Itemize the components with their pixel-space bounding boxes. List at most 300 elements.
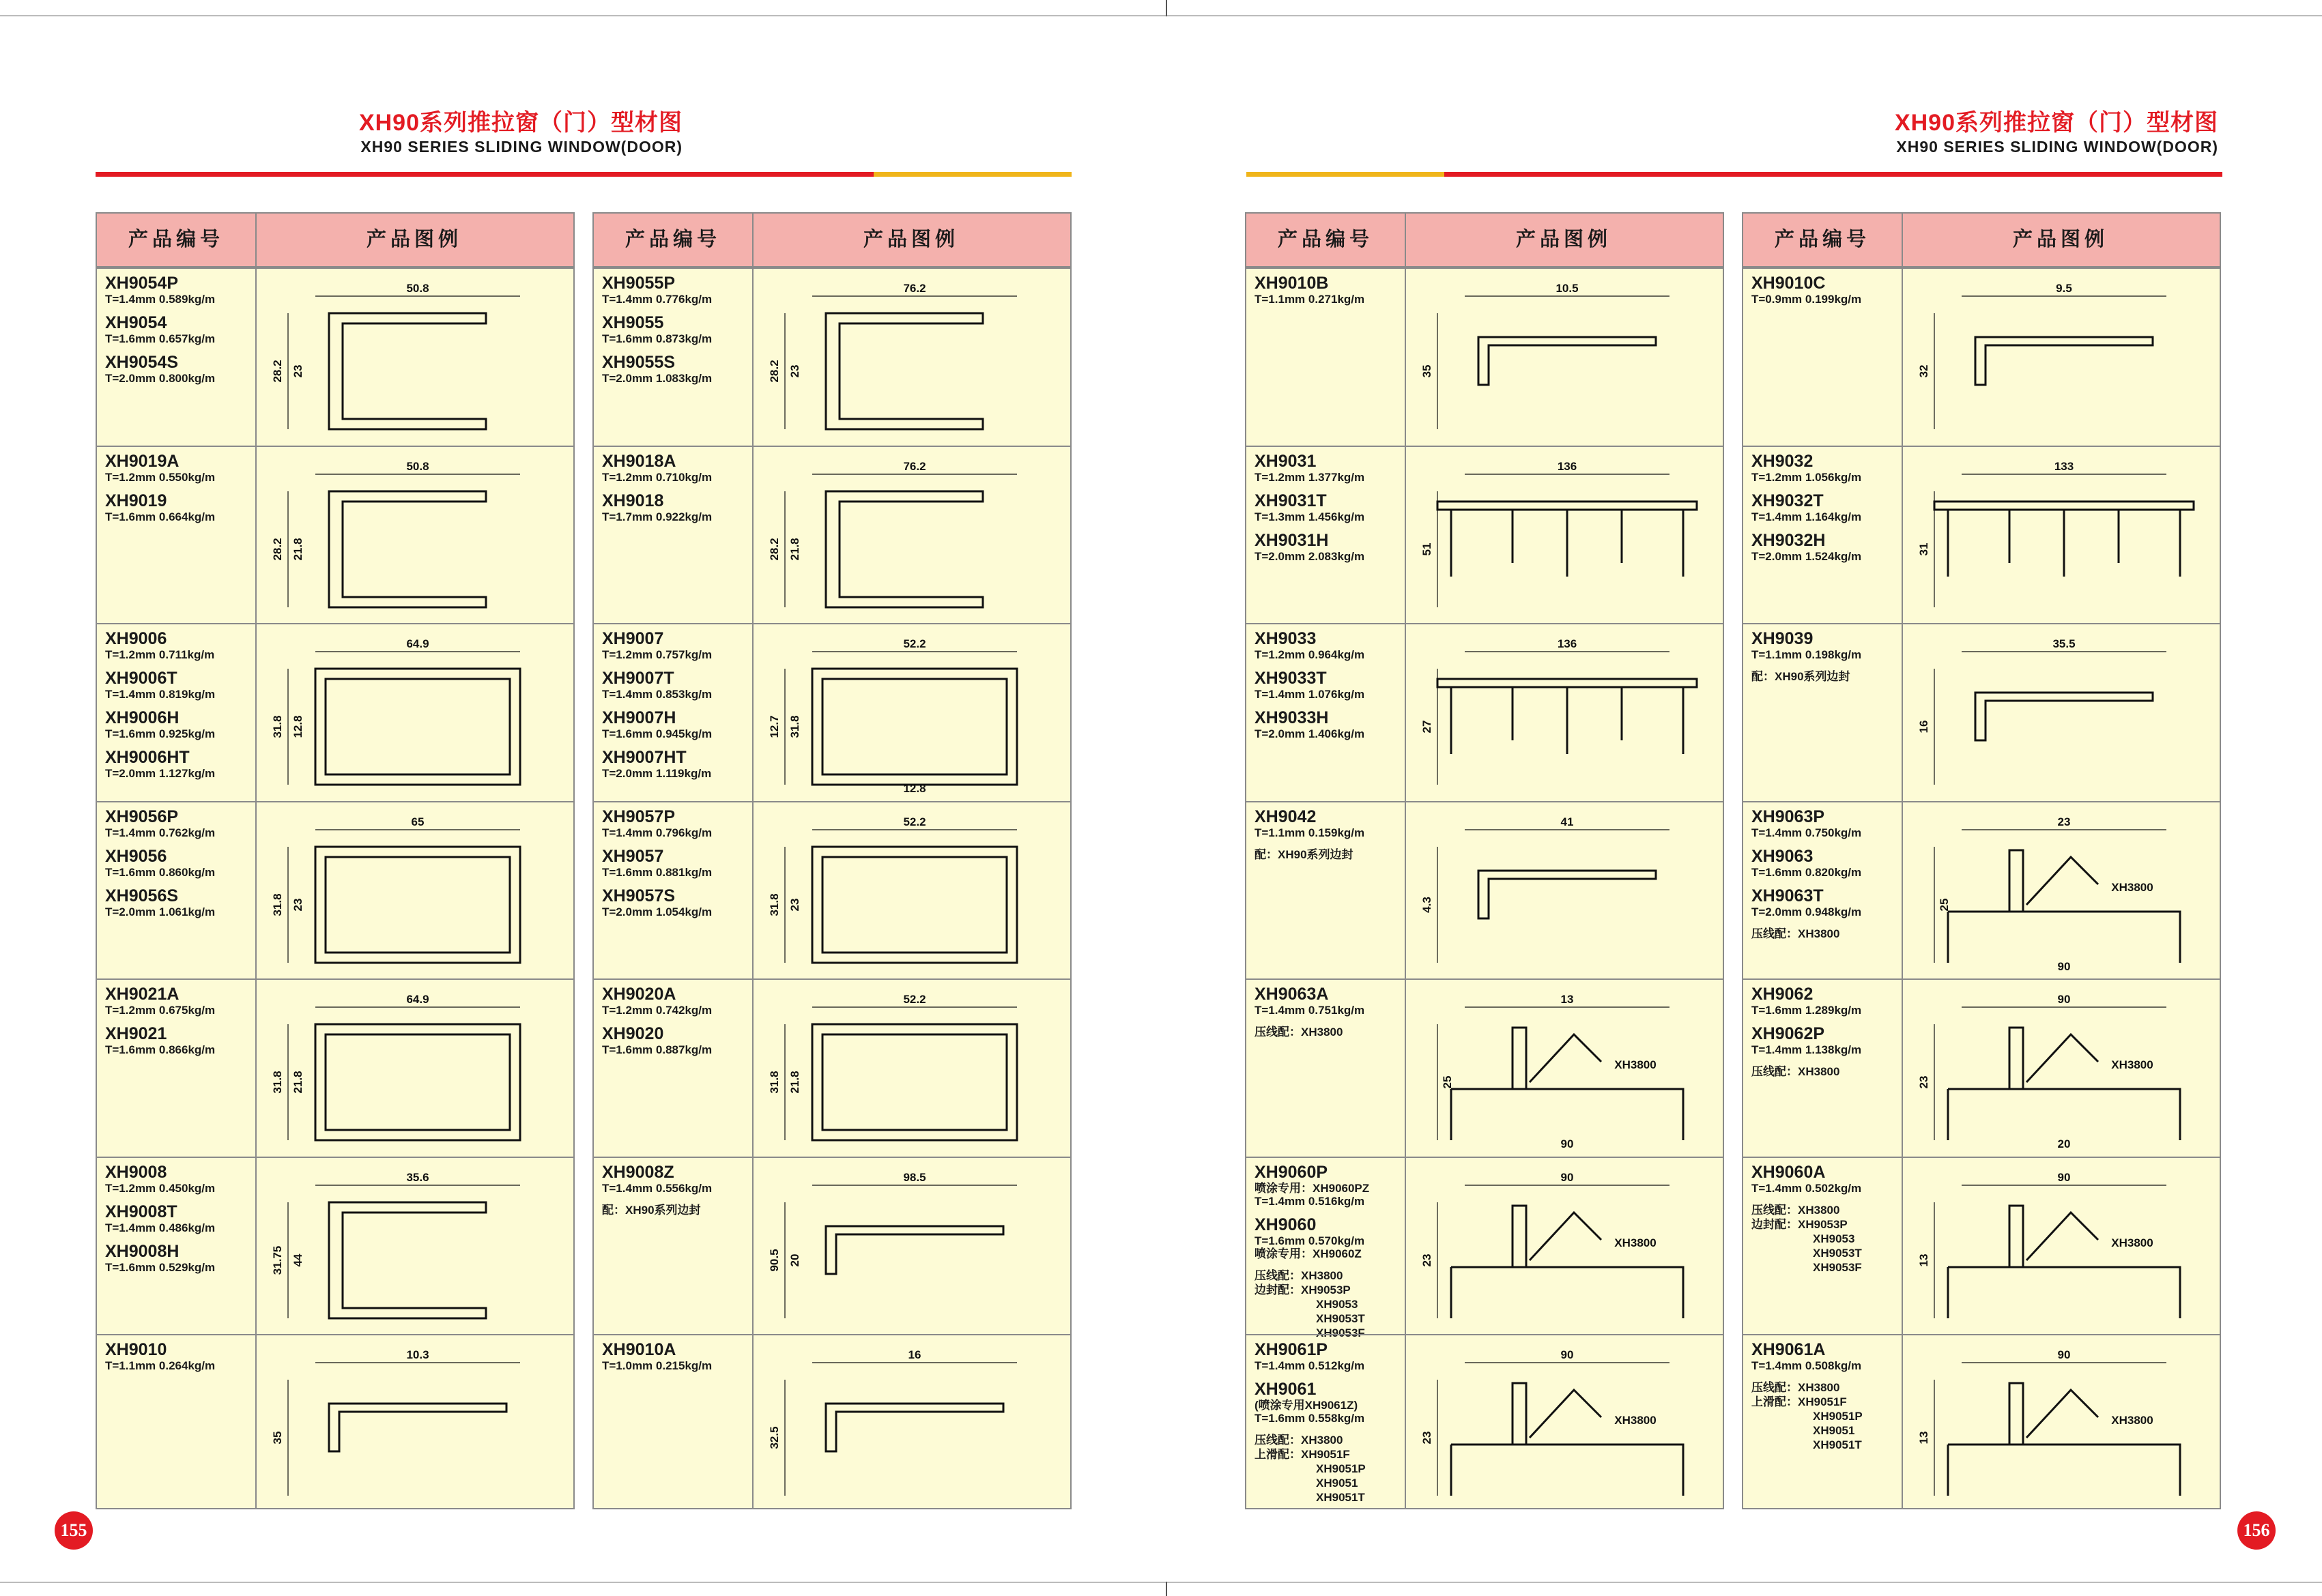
dimension-label: 64.9	[406, 637, 429, 650]
dimension-label: 35	[271, 1431, 284, 1445]
product-info	[1751, 274, 1900, 314]
table-row	[97, 978, 573, 1156]
product-code: XH9018	[602, 491, 664, 510]
product-info	[105, 808, 254, 927]
product-info	[1255, 1163, 1403, 1340]
dimension-label: 23	[291, 898, 304, 911]
product-item	[105, 1243, 254, 1274]
accessory-note: XH9051P	[1813, 1410, 1863, 1423]
page-header-left	[68, 109, 683, 157]
profile-drawing	[1410, 631, 1717, 795]
product-code: XH9033T	[1255, 669, 1327, 688]
product-code: XH9063	[1751, 846, 1814, 866]
product-spec: T=1.4mm 0.796kg/m	[602, 826, 713, 839]
profile-outline	[1451, 1383, 1683, 1496]
product-spec: (喷涂专用XH9061Z)	[1255, 1399, 1358, 1412]
product-code: XH9063P	[1751, 807, 1825, 826]
profile-drawing	[1410, 1165, 1717, 1329]
dimension-label: 133	[2054, 459, 2074, 473]
product-spec: T=2.0mm 1.054kg/m	[602, 905, 713, 918]
product-item	[1751, 808, 1900, 839]
product-table	[592, 212, 1072, 1509]
product-code: XH9007	[602, 629, 664, 648]
profile-outline	[1478, 871, 1656, 918]
product-spec: T=1.6mm 0.860kg/m	[105, 865, 216, 879]
dimension-label: 13	[1917, 1253, 1930, 1266]
product-info	[1255, 452, 1403, 571]
profile-outline	[1948, 1383, 2180, 1496]
product-spec: T=1.4mm 1.138kg/m	[1751, 1043, 1862, 1056]
product-item	[602, 1025, 751, 1056]
profile-drawing	[1410, 276, 1717, 439]
dimension-label: 50.8	[406, 282, 429, 295]
table-row	[1246, 623, 1723, 800]
dimension-label: 13	[1560, 993, 1574, 1006]
dimension-label: 90	[2057, 959, 2071, 973]
dimension-label: 32.5	[768, 1426, 781, 1449]
dimension-label: 28.2	[768, 360, 781, 383]
page-number-right: 156	[2237, 1511, 2276, 1550]
product-spec: 喷涂专用：XH9060Z	[1255, 1247, 1362, 1260]
product-info	[1255, 1341, 1403, 1505]
dimension-label: 90	[1560, 1170, 1574, 1184]
product-code: XH9020A	[602, 985, 676, 1004]
glazing-bead-label: XH3800	[2111, 1058, 2153, 1071]
accessory-note: XH9051	[1813, 1424, 1855, 1437]
product-code: XH9032	[1751, 451, 1814, 471]
dimension-label: 35	[1420, 364, 1433, 378]
product-spec: T=2.0mm 1.061kg/m	[105, 905, 216, 918]
product-item	[105, 1341, 254, 1372]
product-code: XH9061P	[1255, 1340, 1328, 1359]
product-item	[602, 274, 751, 306]
accessory-note: XH9053F	[1316, 1326, 1365, 1339]
page-title-cn: XH90系列推拉窗（门）型材图	[358, 110, 683, 136]
product-info	[602, 630, 751, 788]
product-item	[105, 847, 254, 879]
accessory-note: 压线配：XH3800	[1751, 927, 1840, 940]
product-info	[1751, 630, 1900, 684]
product-item	[1255, 1216, 1403, 1260]
table-row	[1743, 1157, 2220, 1334]
dimension-label: 16	[1917, 720, 1930, 734]
product-code: XH9033	[1255, 629, 1317, 648]
product-spec: T=1.2mm 1.377kg/m	[1255, 470, 1365, 484]
header-rule-left	[96, 172, 1072, 177]
dimension-label: 31.8	[768, 1071, 781, 1094]
profile-drawing	[261, 454, 568, 618]
profile-drawing	[261, 1342, 568, 1506]
product-spec: T=1.4mm 1.076kg/m	[1255, 688, 1365, 701]
profile-outline	[1948, 850, 2180, 963]
product-code: XH9007T	[602, 669, 674, 688]
product-item	[105, 709, 254, 740]
product-spec: T=2.0mm 0.800kg/m	[105, 372, 216, 385]
dimension-label: 90	[1560, 1348, 1574, 1361]
product-spec: T=1.4mm 0.853kg/m	[602, 688, 713, 701]
product-code: XH9031T	[1255, 491, 1327, 510]
product-code: XH9007H	[602, 708, 676, 727]
table-row	[1246, 978, 1723, 1156]
dimension-label: 23	[788, 364, 801, 378]
glazing-bead-label: XH3800	[1614, 1236, 1657, 1249]
accessory-note: 压线配：XH3800	[1255, 1434, 1343, 1447]
rule-gold	[874, 172, 1072, 177]
product-info	[602, 1341, 751, 1380]
dimension-label: 21.8	[291, 537, 304, 561]
product-item	[1255, 492, 1403, 523]
dimension-label: 31.8	[788, 715, 801, 738]
dimension-label: 76.2	[903, 459, 926, 473]
product-item	[1751, 630, 1900, 661]
product-spec: T=1.2mm 0.450kg/m	[105, 1181, 216, 1195]
product-code: XH9006	[105, 629, 167, 648]
profile-drawing	[1410, 809, 1717, 973]
table-row	[594, 1334, 1070, 1511]
crop-line-top	[0, 15, 2322, 16]
table-row	[1246, 801, 1723, 978]
product-spec: T=1.6mm 0.866kg/m	[105, 1043, 216, 1056]
profile-outline	[1478, 337, 1656, 385]
product-code: XH9063A	[1255, 985, 1329, 1004]
product-code: XH9008H	[105, 1241, 180, 1261]
product-spec: T=0.9mm 0.199kg/m	[1751, 293, 1862, 306]
table-row	[1743, 623, 2220, 800]
product-code: XH9062P	[1751, 1024, 1825, 1043]
product-info	[602, 274, 751, 393]
dimension-label: 27	[1420, 720, 1433, 734]
product-item	[602, 353, 751, 385]
dimension-label: 9.5	[2056, 282, 2072, 295]
dimension-label: 10.5	[1556, 282, 1579, 295]
dimension-label: 12.7	[768, 715, 781, 738]
product-info	[105, 452, 254, 532]
product-item	[1255, 669, 1403, 701]
profile-drawing	[1907, 809, 2214, 973]
product-item	[1255, 1380, 1403, 1425]
product-code: XH9010C	[1751, 274, 1826, 293]
product-code: XH9020	[602, 1024, 664, 1043]
product-code: XH9010A	[602, 1340, 676, 1359]
product-table	[1245, 212, 1724, 1509]
header-rule-right	[1246, 172, 2222, 177]
product-spec: T=1.4mm 0.819kg/m	[105, 688, 216, 701]
dimension-label: 90	[1560, 1137, 1574, 1150]
product-info	[1255, 985, 1403, 1039]
product-table	[96, 212, 575, 1509]
product-spec: T=1.6mm 0.820kg/m	[1751, 865, 1862, 879]
page-number-left: 155	[55, 1511, 93, 1550]
column-header-diagram: 产品图例	[1515, 229, 1611, 250]
product-spec: T=1.4mm 0.750kg/m	[1751, 826, 1862, 839]
dimension-label: 20	[2057, 1137, 2071, 1150]
profile-outline	[1948, 1206, 2180, 1318]
profile-outline	[1934, 502, 2194, 577]
page-title-cn: XH90系列推拉窗（门）型材图	[1894, 110, 2218, 136]
product-spec: T=1.0mm 0.215kg/m	[602, 1359, 713, 1372]
product-code: XH9062	[1751, 985, 1814, 1004]
table-row	[97, 623, 573, 800]
accessory-note: XH9053F	[1813, 1260, 1862, 1274]
product-spec: T=1.4mm 0.589kg/m	[105, 293, 216, 306]
product-info	[602, 1163, 751, 1217]
product-code: XH9008T	[105, 1202, 177, 1221]
product-code: XH9010B	[1255, 274, 1329, 293]
accessory-note: 配：XH90系列边封	[1751, 670, 1850, 683]
product-spec: T=1.1mm 0.159kg/m	[1255, 826, 1365, 839]
profile-outline	[826, 313, 983, 429]
product-spec: T=1.4mm 0.751kg/m	[1255, 1004, 1365, 1017]
table-row	[594, 267, 1070, 445]
product-item	[105, 1203, 254, 1234]
rule-gold	[1246, 172, 1444, 177]
product-code: XH9056P	[105, 807, 179, 826]
product-item	[602, 492, 751, 523]
table-row	[594, 801, 1070, 978]
crop-line-bottom	[0, 1582, 2322, 1583]
table-row	[97, 446, 573, 623]
table-row	[1246, 1334, 1723, 1511]
product-spec: T=1.6mm 0.881kg/m	[602, 865, 713, 879]
profile-outline	[329, 1202, 486, 1318]
profile-outline	[329, 491, 486, 607]
dimension-label: 90	[2057, 1348, 2071, 1361]
product-code: XH9061A	[1751, 1340, 1826, 1359]
product-spec: T=1.2mm 0.964kg/m	[1255, 648, 1365, 661]
table-row	[97, 1334, 573, 1511]
product-info	[602, 985, 751, 1064]
profile-drawing	[261, 987, 568, 1150]
dimension-label: 90	[2057, 993, 2071, 1006]
product-spec: T=1.4mm 0.502kg/m	[1751, 1181, 1862, 1195]
glazing-bead-label: XH3800	[2111, 880, 2153, 894]
column-header-code: 产品编号	[128, 229, 224, 250]
dimension-label: 76.2	[903, 282, 926, 295]
product-item	[1751, 887, 1900, 918]
glazing-bead-label: XH3800	[2111, 1236, 2153, 1249]
product-spec: T=1.6mm 0.558kg/m	[1255, 1412, 1365, 1425]
product-item	[602, 985, 751, 1017]
product-code: XH9021A	[105, 985, 180, 1004]
product-info	[602, 452, 751, 532]
dimension-label: 28.2	[271, 537, 284, 561]
dimension-label: 65	[411, 815, 425, 828]
profile-outline	[1437, 679, 1697, 754]
product-item	[105, 749, 254, 780]
accessory-note: XH9053	[1813, 1232, 1855, 1245]
dimension-label: 90.5	[768, 1248, 781, 1272]
dimension-label: 21.8	[788, 1071, 801, 1094]
product-code: XH9008	[105, 1162, 167, 1182]
product-table	[1742, 212, 2221, 1509]
profile-outline	[812, 669, 1017, 785]
product-item	[1255, 274, 1403, 306]
product-item	[1255, 1341, 1403, 1372]
table-row	[97, 1157, 573, 1334]
product-spec: T=1.6mm 0.873kg/m	[602, 332, 713, 345]
product-code: XH9019A	[105, 451, 180, 471]
product-info	[105, 1341, 254, 1380]
profile-outline	[826, 1404, 1003, 1451]
product-code: XH9010	[105, 1340, 167, 1359]
rule-red	[1444, 172, 2222, 177]
dimension-label: 21.8	[788, 537, 801, 561]
product-code: XH9057P	[602, 807, 676, 826]
accessory-note: XH9053T	[1813, 1246, 1862, 1260]
dimension-label: 31	[1917, 542, 1930, 555]
dimension-label: 25	[1938, 898, 1951, 911]
profile-outline	[812, 847, 1017, 963]
product-spec: T=1.4mm 1.164kg/m	[1751, 510, 1862, 523]
dimension-label: 23	[1917, 1075, 1930, 1089]
product-code: XH9055P	[602, 274, 676, 293]
product-item	[602, 1163, 751, 1195]
accessory-note: 边封配：XH9053P	[1255, 1283, 1351, 1296]
page-title-en: XH90 SERIES SLIDING WINDOW(DOOR)	[1896, 138, 2218, 156]
dimension-label: 31.8	[271, 715, 284, 738]
rule-red	[96, 172, 874, 177]
product-spec: T=1.4mm 0.508kg/m	[1751, 1359, 1862, 1372]
dimension-label: 4.3	[1420, 896, 1433, 913]
dimension-label: 50.8	[406, 459, 429, 473]
product-item	[1255, 709, 1403, 740]
accessory-note: XH9051	[1316, 1477, 1358, 1490]
product-item	[602, 630, 751, 661]
profile-drawing	[261, 809, 568, 973]
product-info	[1255, 274, 1403, 314]
product-item	[105, 353, 254, 385]
product-item	[1255, 1163, 1403, 1208]
profile-drawing	[758, 631, 1065, 795]
product-spec: T=2.0mm 0.948kg/m	[1751, 905, 1862, 918]
profile-drawing	[1410, 454, 1717, 618]
table-row	[1743, 267, 2220, 445]
dimension-label: 32	[1917, 364, 1930, 378]
product-item	[602, 314, 751, 345]
product-code: XH9063T	[1751, 886, 1824, 905]
dimension-label: 51	[1420, 542, 1433, 555]
profile-drawing	[261, 276, 568, 439]
profile-outline	[1975, 337, 2153, 385]
product-item	[105, 274, 254, 306]
glazing-bead-label: XH3800	[1614, 1058, 1657, 1071]
product-code: XH9033H	[1255, 708, 1329, 727]
product-spec: T=1.1mm 0.264kg/m	[105, 1359, 216, 1372]
dimension-label: 136	[1557, 637, 1577, 650]
product-spec: T=1.4mm 0.776kg/m	[602, 293, 713, 306]
product-code: XH9008Z	[602, 1162, 674, 1182]
product-code: XH9061	[1255, 1380, 1317, 1399]
product-spec: T=1.4mm 0.516kg/m	[1255, 1194, 1365, 1208]
product-spec: T=2.0mm 2.083kg/m	[1255, 549, 1365, 563]
product-spec: T=1.4mm 0.512kg/m	[1255, 1359, 1365, 1372]
product-item	[1255, 808, 1403, 839]
profile-drawing	[1907, 276, 2214, 439]
product-code: XH9054	[105, 313, 167, 332]
product-item	[602, 709, 751, 740]
product-item	[105, 630, 254, 661]
product-spec: T=1.2mm 0.742kg/m	[602, 1004, 713, 1017]
product-code: XH9031	[1255, 451, 1317, 471]
product-spec: T=1.6mm 0.570kg/m	[1255, 1234, 1365, 1247]
product-spec: T=1.2mm 0.711kg/m	[105, 648, 215, 661]
profile-drawing	[1410, 987, 1717, 1150]
product-item	[1751, 452, 1900, 484]
product-item	[602, 1341, 751, 1372]
profile-outline	[1437, 502, 1697, 577]
accessory-note: 压线配：XH3800	[1255, 1026, 1343, 1039]
product-item	[602, 887, 751, 918]
spine-mark-bottom	[1166, 1582, 1167, 1596]
dimension-label: 12.8	[291, 715, 304, 738]
profile-drawing	[261, 631, 568, 795]
dimension-label: 20	[788, 1253, 801, 1266]
profile-outline	[826, 491, 983, 607]
product-item	[1751, 1341, 1900, 1372]
table-row	[97, 267, 573, 445]
profile-outline	[315, 669, 520, 785]
table-row	[1246, 267, 1723, 445]
product-info	[105, 1163, 254, 1282]
product-info	[1751, 452, 1900, 571]
product-code: XH9006T	[105, 669, 177, 688]
product-item	[105, 492, 254, 523]
product-spec: T=1.6mm 0.945kg/m	[602, 727, 713, 740]
product-item	[1751, 847, 1900, 879]
dimension-label: 136	[1557, 459, 1577, 473]
profile-drawing	[1907, 1165, 2214, 1329]
product-code: XH9006HT	[105, 748, 190, 767]
product-code: XH9006H	[105, 708, 180, 727]
profile-outline	[826, 1226, 1003, 1274]
profile-drawing	[758, 276, 1065, 439]
product-spec: T=1.6mm 1.289kg/m	[1751, 1004, 1862, 1017]
accessory-note: 压线配：XH3800	[1751, 1381, 1840, 1394]
page-title-en: XH90 SERIES SLIDING WINDOW(DOOR)	[360, 138, 683, 156]
product-item	[1255, 452, 1403, 484]
product-item	[1751, 1163, 1900, 1195]
dimension-label: 90	[2057, 1170, 2071, 1184]
dimension-label: 23	[1420, 1253, 1433, 1266]
page-header-right	[1604, 109, 2218, 157]
profile-outline	[1975, 693, 2153, 740]
product-spec: T=1.4mm 0.556kg/m	[602, 1181, 713, 1195]
product-code: XH9060A	[1751, 1162, 1826, 1182]
product-spec: T=1.6mm 0.664kg/m	[105, 510, 216, 523]
table-row	[1246, 1157, 1723, 1339]
table-row	[594, 978, 1070, 1156]
product-spec: T=1.1mm 0.198kg/m	[1751, 648, 1862, 661]
profile-outline	[1451, 1206, 1683, 1318]
column-header-code: 产品编号	[625, 229, 721, 250]
table-row	[97, 801, 573, 978]
spine-mark-top	[1166, 0, 1167, 16]
dimension-label: 10.3	[406, 1348, 429, 1361]
product-info	[1255, 808, 1403, 862]
product-code: XH9054P	[105, 274, 179, 293]
dimension-label: 41	[1560, 815, 1574, 828]
accessory-note: 配：XH90系列边封	[602, 1203, 701, 1217]
dimension-label: 31.75	[271, 1245, 284, 1275]
accessory-note: XH9051P	[1316, 1462, 1366, 1475]
table-row	[1743, 446, 2220, 623]
product-code: XH9031H	[1255, 530, 1329, 550]
profile-drawing	[1410, 1342, 1717, 1506]
product-code: XH9007HT	[602, 748, 687, 767]
table-header	[1743, 214, 2220, 267]
table-row	[1743, 978, 2220, 1156]
product-info	[1751, 808, 1900, 941]
